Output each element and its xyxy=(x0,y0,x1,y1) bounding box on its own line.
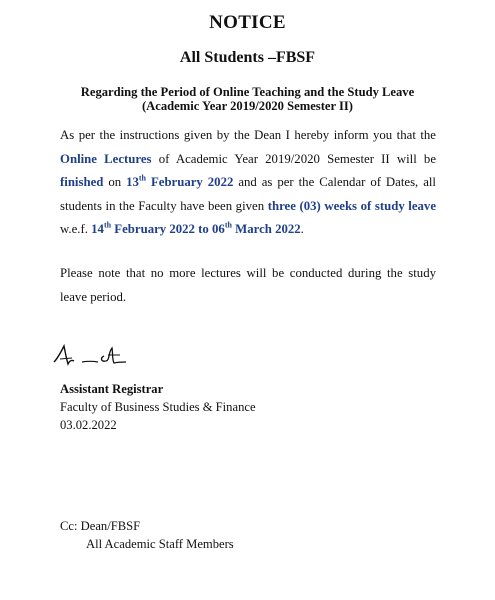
paragraph-note: Please note that no more lectures will be conducted during the study leave period. xyxy=(60,266,436,304)
end-date: 13th February 2022 xyxy=(126,173,234,189)
signatory-faculty: Faculty of Business Studies & Finance xyxy=(60,400,256,414)
highlight-finished: finished xyxy=(60,175,104,189)
text: on xyxy=(103,175,127,189)
heading-line-1: Regarding the Period of Online Teaching and the Study Leave xyxy=(80,85,415,99)
heading-line-2: (Academic Year 2019/2020 Semester II) xyxy=(141,99,353,113)
cc-block xyxy=(60,517,234,553)
notice-date: 03.02.2022 xyxy=(60,418,117,432)
highlight-online-lectures: Online Lectures xyxy=(60,151,152,166)
leave-period: 14th February 2022 to 06th March 2022 xyxy=(91,220,301,236)
text: As per the instructions given by the Dean I hereby inform you that the xyxy=(60,128,436,142)
text: and as per the Calendar of Dates, all students in the Faculty have been given xyxy=(60,175,436,213)
text: w.e.f. xyxy=(60,222,92,236)
audience-line: All Students –FBSF xyxy=(179,49,316,66)
cc-line-1: Cc: Dean/FBSF xyxy=(60,519,141,533)
signature-image xyxy=(52,342,152,370)
text: of Academic Year 2019/2020 Semester II will be xyxy=(151,151,437,166)
highlight-study-leave: three (03) weeks of study leave xyxy=(267,198,437,213)
notice-heading xyxy=(0,85,495,113)
signatory-role: Assistant Registrar xyxy=(60,382,164,396)
paragraph-main xyxy=(60,124,436,242)
cc-line-2: All Academic Staff Members xyxy=(86,537,234,551)
notice-title: NOTICE xyxy=(209,12,286,33)
signatory-block xyxy=(60,380,256,434)
text: . xyxy=(300,222,304,236)
